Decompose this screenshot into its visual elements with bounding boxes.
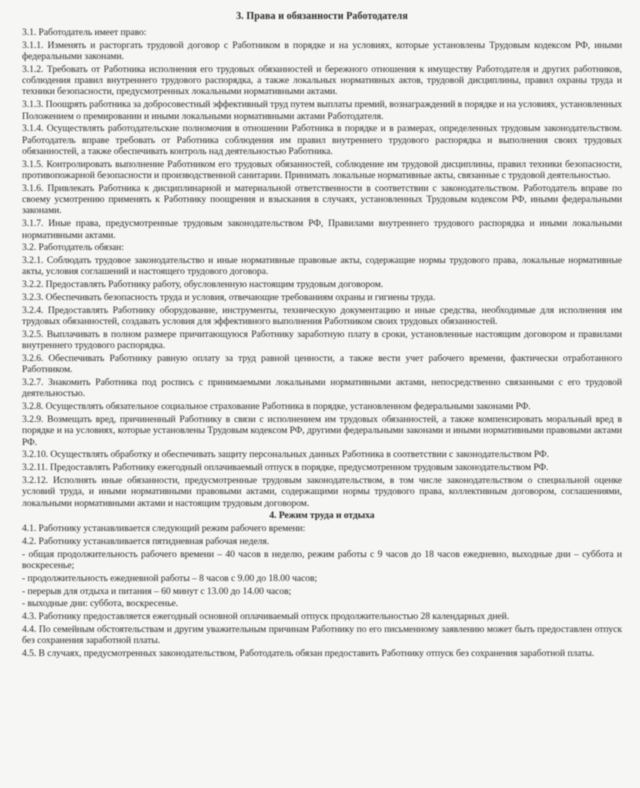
paragraph: 3.1.5. Контролировать выполнение Работником его трудовых обязанностей, соблюдение им трудовой дисциплины, правил техники безопасности, противопожарной безопасности и производственной санитарии. Принимать локальные нормативные акты, связанные с трудовой деятельностью. (22, 158, 622, 182)
paragraph: 3.2.1. Соблюдать трудовое законодательство и иные нормативные правовые акты, содержащие нормы трудового права, локальные нормативные акты, условия соглашений и настоящего трудового договора. (22, 255, 622, 278)
paragraph: 3.2.10. Осуществлять обработку и обеспечивать защиту персональных данных Работника в соответствии с законодательством РФ. (22, 449, 549, 461)
paragraph: 3.2.7. Знакомить Работника под роспись с принимаемыми локальными нормативными актами, непосредственно связанными с его трудовой деятельностью. (22, 377, 622, 400)
paragraph: 3.2.2. Предоставлять Работнику работу, обусловленную настоящим трудовым договором. (22, 279, 384, 291)
paragraph: 4.5. В случаях, предусмотренных законодательством, Работодатель обязан предоставить Работнику отпуск без сохранения заработной платы. (22, 648, 595, 660)
paragraph: 4.3. Работнику предоставляется ежегодный основной оплачиваемый отпуск продолжительностью 28 календарных дней. (22, 611, 510, 623)
paragraph: 4.2. Работнику устанавливается пятидневная рабочая неделя. (22, 535, 270, 547)
paragraph: - продолжительность ежедневной работы – 8 часов с 9.00 до 18.00 часов; (22, 572, 318, 584)
paragraph: 3.2.9. Возмещать вред, причиненный Работнику в связи с исполнением им трудовых обязанностей, а также компенсировать моральный вред в порядке и на условиях, которые установлены Трудовым кодексом РФ, другими федеральными законами и иными нормативными правовыми актами РФ. (22, 414, 622, 448)
paragraph: 3.1.7. Иные права, предусмотренные трудовым законодательством РФ, Правилами внутреннего трудового распорядка и иными локальными нормативными актами. (22, 218, 622, 241)
paragraph: 3.2. Работодатель обязан: (22, 242, 124, 254)
paragraph: - выходные дни: суббота, воскресенье. (22, 598, 179, 610)
paragraph: 3.1.1. Изменять и расторгать трудовой договор с Работником в порядке и на условиях, которые установлены Трудовым кодексом РФ, иными федеральными законами. (22, 39, 622, 63)
paragraph: - перерыв для отдыха и питания – 60 минут с 13.00 до 14.00 часов; (22, 585, 292, 597)
paragraph: 3.1.4. Осуществлять работодательские полномочия в отношении Работника в порядке и в размерах, определенных трудовым законодательством. Работодатель вправе требовать от Работника соблюдения им правил внутреннего трудового распорядка и выполнения своих трудовых обязанностей, а также обеспечивать контроль над деятельностью Работника. (22, 123, 622, 157)
paragraph: 3.1. Работодатель имеет право: (22, 27, 147, 38)
paragraph: - общая продолжительность рабочего времени – 40 часов в неделю, режим работы с 9 часов до 18 часов ежедневно, выходные дни – суббота и воскресенье; (22, 548, 622, 572)
document-body (22, 27, 622, 659)
paragraph: 3.2.12. Исполнять иные обязанности, предусмотренные трудовым законодательством, в том числе законодательством о специальной оценке условий труда, и иными нормативными правовыми актами, содержащими нормы трудового права, коллективным договором, соглашениями, локальными нормативными актами и настоящим трудовым договором. (22, 474, 622, 509)
paragraph: 3.2.11. Предоставлять Работнику ежегодный оплачиваемый отпуск в порядке, предусмотренном трудовым законодательством РФ. (22, 462, 549, 474)
paragraph: 3.2.4. Предоставлять Работнику оборудование, инструменты, техническую документацию и иные средства, необходимые для исполнения им трудовых обязанностей, создавать условия для эффективного выполнения Работником своих трудовых обязанностей. (22, 304, 622, 328)
paragraph: 3.1.6. Привлекать Работника к дисциплинарной и материальной ответственности в соответствии с законодательством. Работодатель вправе по своему усмотрению применять к Работнику поощрения и взыскания в случаях, установленных Трудовым кодексом РФ, иными федеральными законами. (22, 182, 622, 217)
paragraph: 4.1. Работнику устанавливается следующий режим рабочего времени: (22, 523, 306, 535)
paragraph: 4.4. По семейным обстоятельствам и другим уважительным причинам Работнику по его письменному заявлению может быть предоставлен отпуск без сохранения заработной платы. (22, 624, 622, 647)
paragraph: 3.2.5. Выплачивать в полном размере причитающуюся Работнику заработную плату в сроки, установленные настоящим договором и правилами внутреннего трудового распорядка. (22, 328, 622, 352)
section-title: 3. Права и обязанности Работодателя (236, 11, 408, 22)
section-heading: 4. Режим труда и отдыха (269, 510, 375, 522)
paragraph: 3.2.3. Обеспечивать безопасность труда и условия, отвечающие требованиям охраны и гигиены труда. (22, 292, 436, 304)
paragraph: 3.1.2. Требовать от Работника исполнения его трудовых обязанностей и бережного отношения к имуществу Работодателя и других работников, соблюдения правил внутреннего трудового распорядка, а также локальных нормативных актов, трудовой дисциплины, правил охраны труда и техники безопасности, предусмотренных локальными нормативными актами. (22, 63, 622, 98)
paragraph: 3.2.8. Осуществлять обязательное социальное страхование Работника в порядке, установленном федеральными законами РФ. (22, 401, 531, 413)
paragraph: 3.1.3. Поощрять работника за добросовестный эффективный труд путем выплаты премий, вознаграждений в порядке и на условиях, установленных Положением о премировании и иными локальными нормативными актами Работодателя. (22, 99, 622, 122)
paragraph: 3.2.6. Обеспечивать Работнику равную оплату за труд равной ценности, а также вести учет рабочего времени, фактически отработанного Работником. (22, 353, 622, 376)
